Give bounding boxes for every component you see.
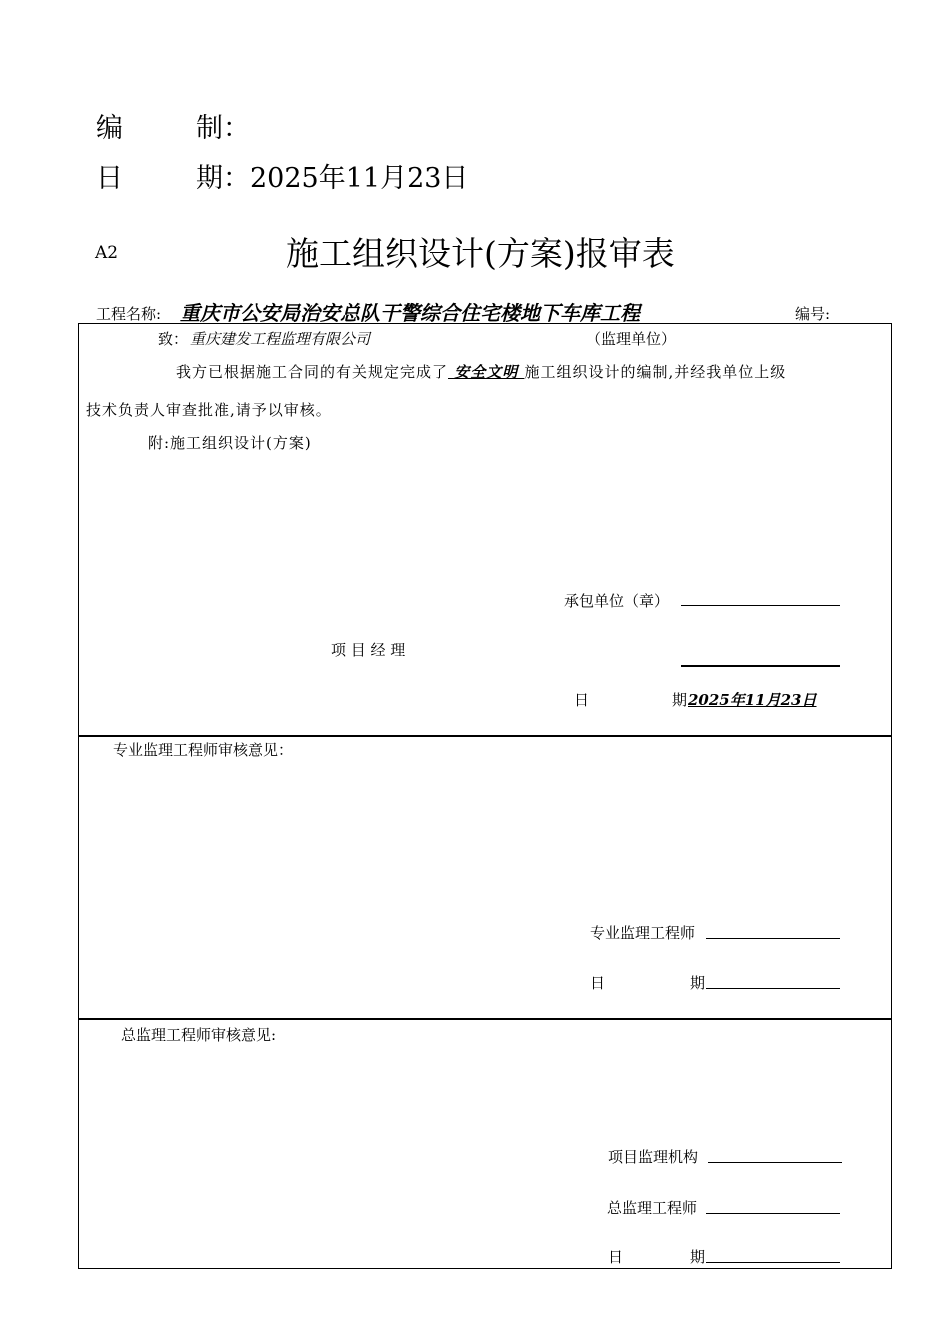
chief-review-title: 总监理工程师审核意见: (121, 1026, 277, 1044)
body-fill: 安全文明 (448, 363, 525, 381)
chief-date-label-end: 期 (690, 1248, 706, 1266)
compile-label-suffix: 制： (196, 113, 250, 144)
submission-section (78, 323, 892, 737)
date-label-start: 日 (574, 691, 590, 709)
chief-date-label-start: 日 (608, 1248, 624, 1266)
form-code: A2 (95, 243, 119, 263)
to-role: （监理单位） (586, 330, 677, 348)
number-label: 编号: (795, 305, 831, 323)
body-part2: 施工组织设计的编制,并经我单位上级 (524, 363, 787, 381)
date-label: 日 (96, 163, 123, 194)
attachment: 附:施工组织设计(方案) (148, 434, 312, 452)
chief-label: 总监理工程师 (607, 1199, 698, 1217)
date-label-end: 期 (672, 691, 688, 709)
contractor-label: 承包单位（章） (564, 592, 670, 610)
engineer-review-title: 专业监理工程师审核意见： (113, 741, 294, 759)
engineer-date-label-start: 日 (590, 974, 606, 992)
project-label: 工程名称: (96, 305, 162, 323)
body-text-line1 (176, 361, 786, 382)
submission-date: 2025年11月23日 (688, 691, 817, 709)
engineer-label: 专业监理工程师 (590, 924, 696, 942)
form-title: 施工组织设计(方案)报审表 (286, 234, 675, 273)
body-part1: 我方已根据施工合同的有关规定完成了 (176, 363, 449, 381)
pm-label: 项 目 经 理 (331, 641, 406, 659)
compile-label: 编 (96, 113, 123, 144)
engineer-review-section (78, 735, 892, 1020)
date-value: 期：2025年11月23日 (196, 163, 469, 194)
engineer-signature-line[interactable] (706, 938, 840, 939)
org-signature-line[interactable] (708, 1162, 842, 1163)
chief-date-line[interactable] (706, 1262, 840, 1263)
org-label: 项目监理机构 (608, 1148, 699, 1166)
chief-signature-line[interactable] (706, 1213, 840, 1214)
engineer-date-label-end: 期 (690, 974, 706, 992)
to-label: 致： (158, 330, 189, 348)
contractor-signature-line[interactable] (681, 605, 840, 606)
chief-review-section (78, 1018, 892, 1269)
project-name: 重庆市公安局治安总队干警综合住宅楼地下车库工程 (180, 301, 640, 325)
to-name: 重庆建发工程监理有限公司 (190, 330, 371, 348)
engineer-date-line[interactable] (706, 988, 840, 989)
pm-signature-line[interactable] (681, 665, 840, 667)
body-text-line2: 技术负责人审查批准,请予以审核。 (86, 401, 332, 419)
